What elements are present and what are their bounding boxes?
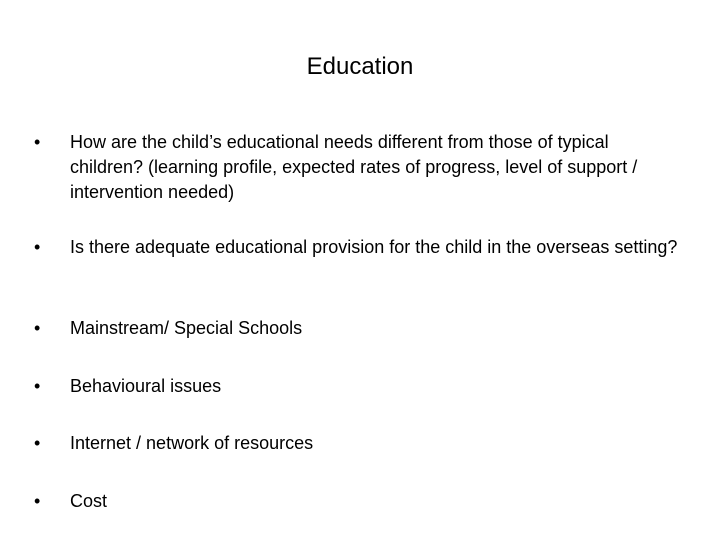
bullet-icon: • [34, 376, 41, 396]
bullet-item [34, 316, 684, 341]
bullet-text: Cost [70, 491, 108, 511]
bullet-text: Internet / network of resources [70, 433, 314, 453]
bullet-text: How are the child’s educational needs different from those of typical children? (learning profile, expected rates of progress, level of support / intervention needed) [70, 132, 638, 202]
bullet-icon: • [34, 132, 41, 152]
bullet-icon: • [34, 237, 41, 257]
bullet-item [34, 489, 684, 514]
slide-title: Education [306, 53, 414, 80]
bullet-item [34, 374, 684, 399]
bullet-item [34, 431, 684, 456]
bullet-icon: • [34, 433, 41, 453]
bullet-text: Mainstream/ Special Schools [70, 318, 303, 338]
bullet-text: Is there adequate educational provision for the child in the overseas setting? [70, 237, 678, 257]
bullet-icon: • [34, 491, 41, 511]
bullet-text: Behavioural issues [70, 376, 222, 396]
bullet-item [34, 130, 684, 205]
bullet-item [34, 235, 684, 260]
bullet-icon: • [34, 318, 41, 338]
